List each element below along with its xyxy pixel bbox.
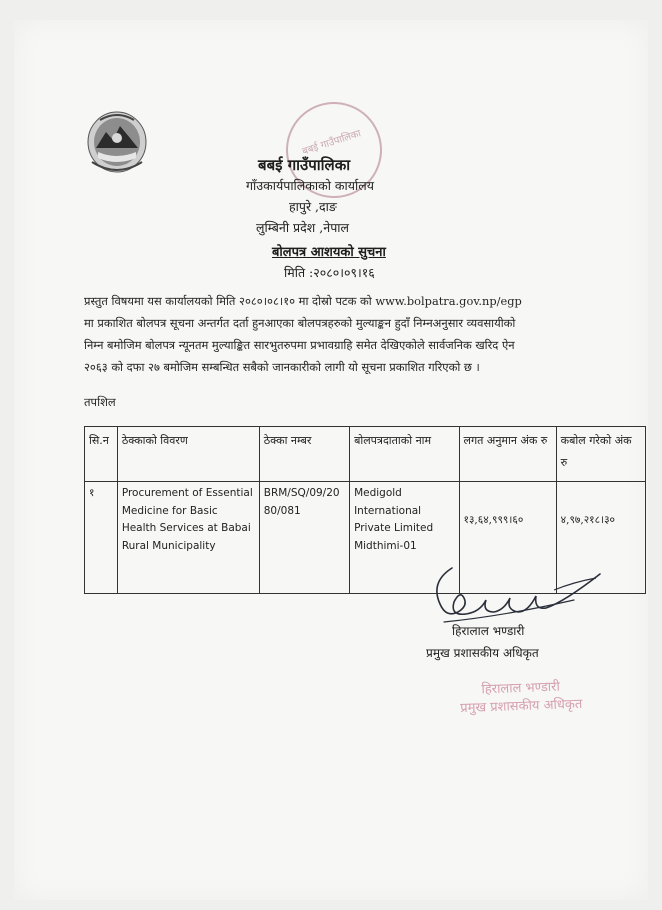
officer-stamp-title: प्रमुख प्रशासकीय अधिकृत [460, 696, 583, 717]
officer-stamp [445, 677, 596, 718]
office-province: लुम्बिनी प्रदेश ,नेपाल [256, 220, 350, 235]
col-header-sn: सि.न [85, 427, 118, 482]
nepal-emblem-icon [86, 108, 148, 174]
body-line: २०६३ को दफा २७ बमोजिम सम्बन्धित सबैको जानकारीको लागी यो सूचना प्रकाशित गरिएको छ । [84, 360, 480, 374]
cell-contract-no: BRM/SQ/09/2080/081 [259, 482, 349, 594]
notice-body [84, 290, 586, 378]
cell-description: Procurement of Essential Medicine for Basic Health Services at Babai Rural Municipality [117, 482, 259, 594]
body-line: निम्न बमोजिम बोलपत्र न्यूनतम मुल्याङ्कित सारभुतरुपमा प्रभावग्राहि समेत देखिएकोले सार्वजनिक खरिद ऐन [84, 338, 515, 352]
officer-stamp-name: हिरालाल भण्डारी [481, 679, 561, 698]
office-address: हापुरे ,दाङ [289, 199, 337, 214]
cell-estimate: १३,६४,९९९।६० [459, 482, 556, 594]
cell-bid-amount: ४,९७,२१८।३० [556, 482, 645, 594]
body-line: मा प्रकाशित बोलपत्र सूचना अन्तर्गत दर्ता हुनआएका बोलपत्रहरुको मुल्याङ्कन हुदाँ निम्नअनुसार व्यवसायीको [84, 316, 516, 330]
municipality-name: बबई गाउँपालिका [258, 156, 351, 174]
table-header-row [85, 427, 646, 482]
col-header-contract-no: ठेक्का नम्बर [259, 427, 349, 482]
col-header-description: ठेक्काको विवरण [117, 427, 259, 482]
signatory-title: प्रमुख प्रशासकीय अधिकृत [426, 646, 539, 660]
signatory-name: हिरालाल भण्डारी [452, 624, 525, 638]
col-header-bid-amount: कबोल गरेको अंक रु [556, 427, 645, 482]
details-label: तपशिल [84, 395, 116, 409]
cell-sn: १ [85, 482, 118, 594]
col-header-bidder: बोलपत्रदाताको नाम [350, 427, 459, 482]
body-line: प्रस्तुत विषयमा यस कार्यालयको मिति २०८०।०८।१० मा दोस्रो पटक को www.bolpatra.gov.np/egp [84, 294, 522, 308]
notice-title: बोलपत्र आशयको सुचना [272, 245, 386, 260]
stamp-text: बबई गाउँपालिका [300, 128, 363, 158]
col-header-estimate: लगत अनुमान अंक रु [459, 427, 556, 482]
cell-bidder: Medigold International Private Limited Midthimi-01 [350, 482, 459, 594]
office-name: गाँउकार्यपालिकाको कार्यालय [246, 178, 374, 193]
notice-date: मिति :२०८०।०९।१६ [284, 265, 375, 280]
